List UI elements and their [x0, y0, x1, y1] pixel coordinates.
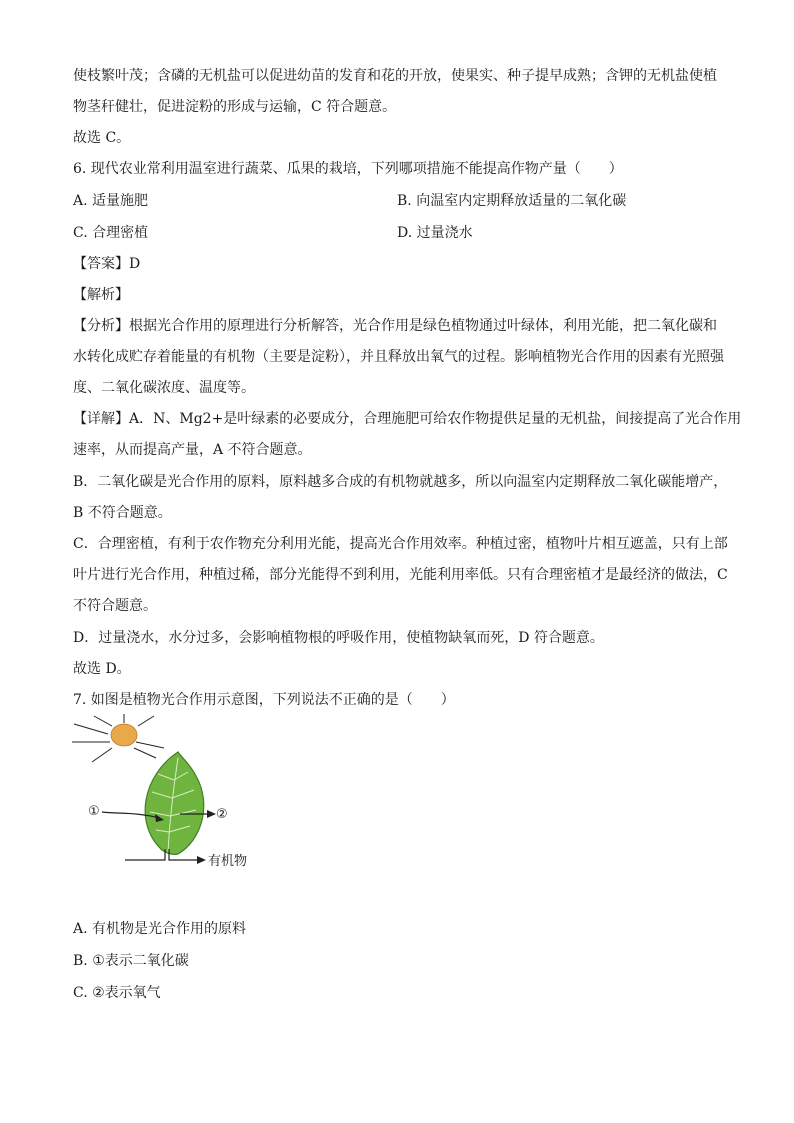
q7-option-a: A. 有机物是光合作用的原料: [73, 921, 247, 937]
label-2: ②: [216, 807, 228, 822]
q6-detail-line-4: B 不符合题意。: [73, 505, 172, 521]
q6-detail-line-8: D．过量浇水，水分过多，会影响植物根的呼吸作用，使植物缺氧而死，D 符合题意。: [73, 630, 604, 646]
q6-detail-line-1: 【详解】A．N、Mg2+是叶绿素的必要成分，合理施肥可给农作物提供足量的无机盐，间接提高了光合作用: [73, 411, 742, 427]
intro-choice: 故选 C。: [73, 130, 131, 146]
q6-fenxi-line-1: 【分析】根据光合作用的原理进行分析解答，光合作用是绿色植物通过叶绿体，利用光能，把二氧化碳和: [73, 318, 717, 334]
q6-fenxi-line-2: 水转化成贮存着能量的有机物（主要是淀粉），并且释放出氧气的过程。影响植物光合作用的因素有光照强: [73, 349, 724, 365]
q6-detail-line-5: C．合理密植，有利于农作物充分利用光能，提高光合作用效率。种植过密，植物叶片相互遮盖，只有上部: [73, 536, 728, 552]
photosynthesis-diagram: [70, 714, 270, 874]
q6-fenxi-line-3: 度、二氧化碳浓度、温度等。: [73, 380, 255, 396]
q6-choice: 故选 D。: [73, 661, 131, 677]
q6-option-b: B. 向温室内定期释放适量的二氧化碳: [397, 193, 627, 209]
q6-detail-line-2: 速率，从而提高产量，A 不符合题意。: [73, 442, 312, 458]
q6-detail-line-6: 叶片进行光合作用，种植过稀，部分光能得不到利用，光能利用率低。只有合理密植才是最经济的做法，C: [73, 567, 728, 583]
label-organic: 有机物: [208, 854, 248, 869]
q6-option-c: C. 合理密植: [73, 225, 149, 241]
q6-option-a: A. 适量施肥: [73, 193, 149, 209]
q6-detail-line-7: 不符合题意。: [73, 598, 157, 614]
sun-icon: [111, 724, 137, 746]
q7-option-c: C. ②表示氧气: [73, 985, 161, 1001]
intro-line-2: 物茎秆健壮，促进淀粉的形成与运输，C 符合题意。: [73, 99, 397, 115]
q7-stem: 7. 如图是植物光合作用示意图，下列说法不正确的是（ ）: [73, 692, 455, 708]
intro-line-1: 使枝繁叶茂；含磷的无机盐可以促进幼苗的发育和花的开放，使果实、种子提早成熟；含钾的无机盐使植: [73, 68, 717, 84]
label-1: ①: [88, 804, 100, 819]
q6-detail-line-3: B．二氧化碳是光合作用的原料，原料越多合成的有机物就越多，所以向温室内定期释放二氧化碳能增产，: [73, 474, 728, 490]
arrow-head-2: [207, 810, 216, 818]
q6-stem: 6. 现代农业常利用温室进行蔬菜、瓜果的栽培，下列哪项措施不能提高作物产量（ ）: [73, 161, 623, 177]
organic-arrow: [125, 849, 198, 860]
arrow-head-organic: [197, 856, 206, 864]
q6-answer: 【答案】D: [73, 256, 141, 272]
q6-analysis-label: 【解析】: [73, 287, 129, 303]
q6-option-d: D. 过量浇水: [397, 225, 473, 241]
leaf-icon: [145, 752, 204, 854]
q7-option-b: B. ①表示二氧化碳: [73, 953, 189, 969]
